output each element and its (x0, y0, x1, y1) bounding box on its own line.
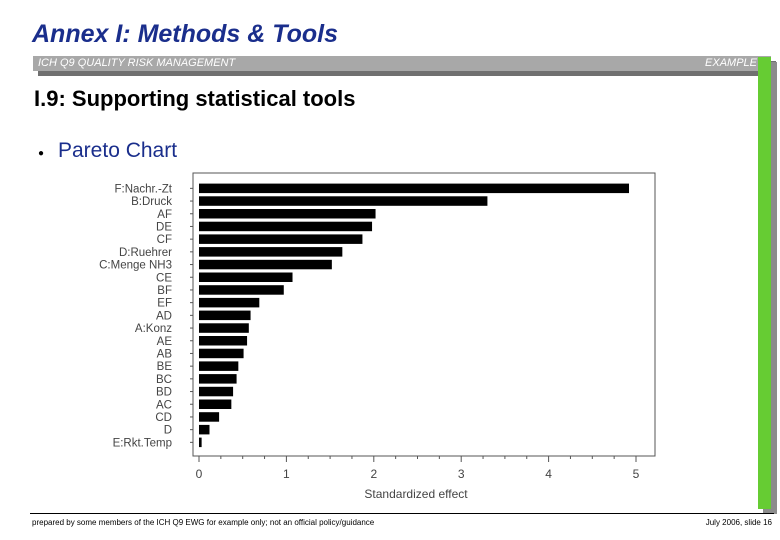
y-tick-label: C:Menge NH3 (99, 259, 172, 272)
bullet-label: Pareto Chart (58, 139, 178, 162)
bar (199, 374, 237, 384)
y-tick-label: CD (155, 411, 172, 424)
bar (199, 400, 231, 410)
bar (199, 412, 219, 422)
bar (199, 209, 376, 219)
footer-slide-info: July 2006, slide 16 (705, 518, 772, 527)
y-tick-label: BC (156, 373, 172, 386)
y-tick-label: AB (156, 348, 172, 361)
bar (199, 298, 259, 308)
x-tick-label: 1 (283, 467, 290, 481)
x-tick-label: 5 (632, 467, 640, 481)
bullet-icon: ● (38, 148, 45, 159)
y-ticks (190, 188, 193, 442)
bar (199, 323, 249, 333)
y-tick-label: AF (157, 208, 172, 221)
y-tick-label: BD (156, 386, 172, 399)
header-bar (33, 56, 771, 71)
bar (199, 222, 372, 232)
y-tick-labels (99, 183, 173, 449)
x-tick-label: 4 (545, 467, 552, 481)
footer-divider (30, 513, 774, 514)
header-right-label: EXAMPLE (705, 57, 757, 69)
bar (199, 361, 238, 371)
y-tick-label: AC (156, 399, 172, 412)
bar (199, 336, 247, 346)
bar (199, 260, 332, 270)
y-tick-label: AD (156, 310, 172, 323)
bar (199, 247, 342, 257)
y-tick-label: A:Konz (134, 323, 172, 336)
x-axis-label: Standardized effect (364, 487, 468, 501)
y-tick-label: D (163, 424, 172, 437)
footer-disclaimer: prepared by some members of the ICH Q9 EWG for example only; not an official policy/guidance (32, 518, 375, 527)
slide-title: Annex I: Methods & Tools (32, 20, 339, 48)
bar (199, 311, 251, 321)
section-title: I.9: Supporting statistical tools (34, 86, 356, 111)
bar (199, 273, 293, 283)
x-tick-label: 3 (457, 467, 465, 481)
y-tick-label: DE (156, 221, 172, 234)
bar (199, 387, 233, 397)
y-tick-label: E:Rkt.Temp (112, 437, 172, 450)
y-tick-label: BE (156, 361, 172, 374)
x-tick-label: 0 (195, 467, 203, 481)
y-tick-label: F:Nachr.-Zt (114, 183, 172, 196)
bar (199, 196, 487, 206)
bar (199, 234, 362, 244)
bar (199, 425, 209, 435)
x-ticks (196, 456, 640, 481)
y-tick-label: D:Ruehrer (118, 246, 172, 259)
bar (199, 285, 284, 295)
bar (199, 349, 244, 359)
y-tick-label: AE (156, 335, 172, 348)
x-tick-label: 2 (370, 467, 378, 481)
y-tick-label: B:Druck (131, 196, 172, 209)
y-tick-label: CF (156, 234, 172, 247)
header-left-label: ICH Q9 QUALITY RISK MANAGEMENT (38, 57, 236, 69)
bar (199, 438, 202, 448)
bar (199, 184, 629, 194)
pareto-chart (80, 165, 660, 505)
y-tick-label: BF (157, 284, 172, 297)
y-tick-label: CE (156, 272, 172, 285)
side-accent-bar (758, 57, 771, 509)
bars-group (199, 184, 629, 448)
y-tick-label: EF (157, 297, 172, 310)
